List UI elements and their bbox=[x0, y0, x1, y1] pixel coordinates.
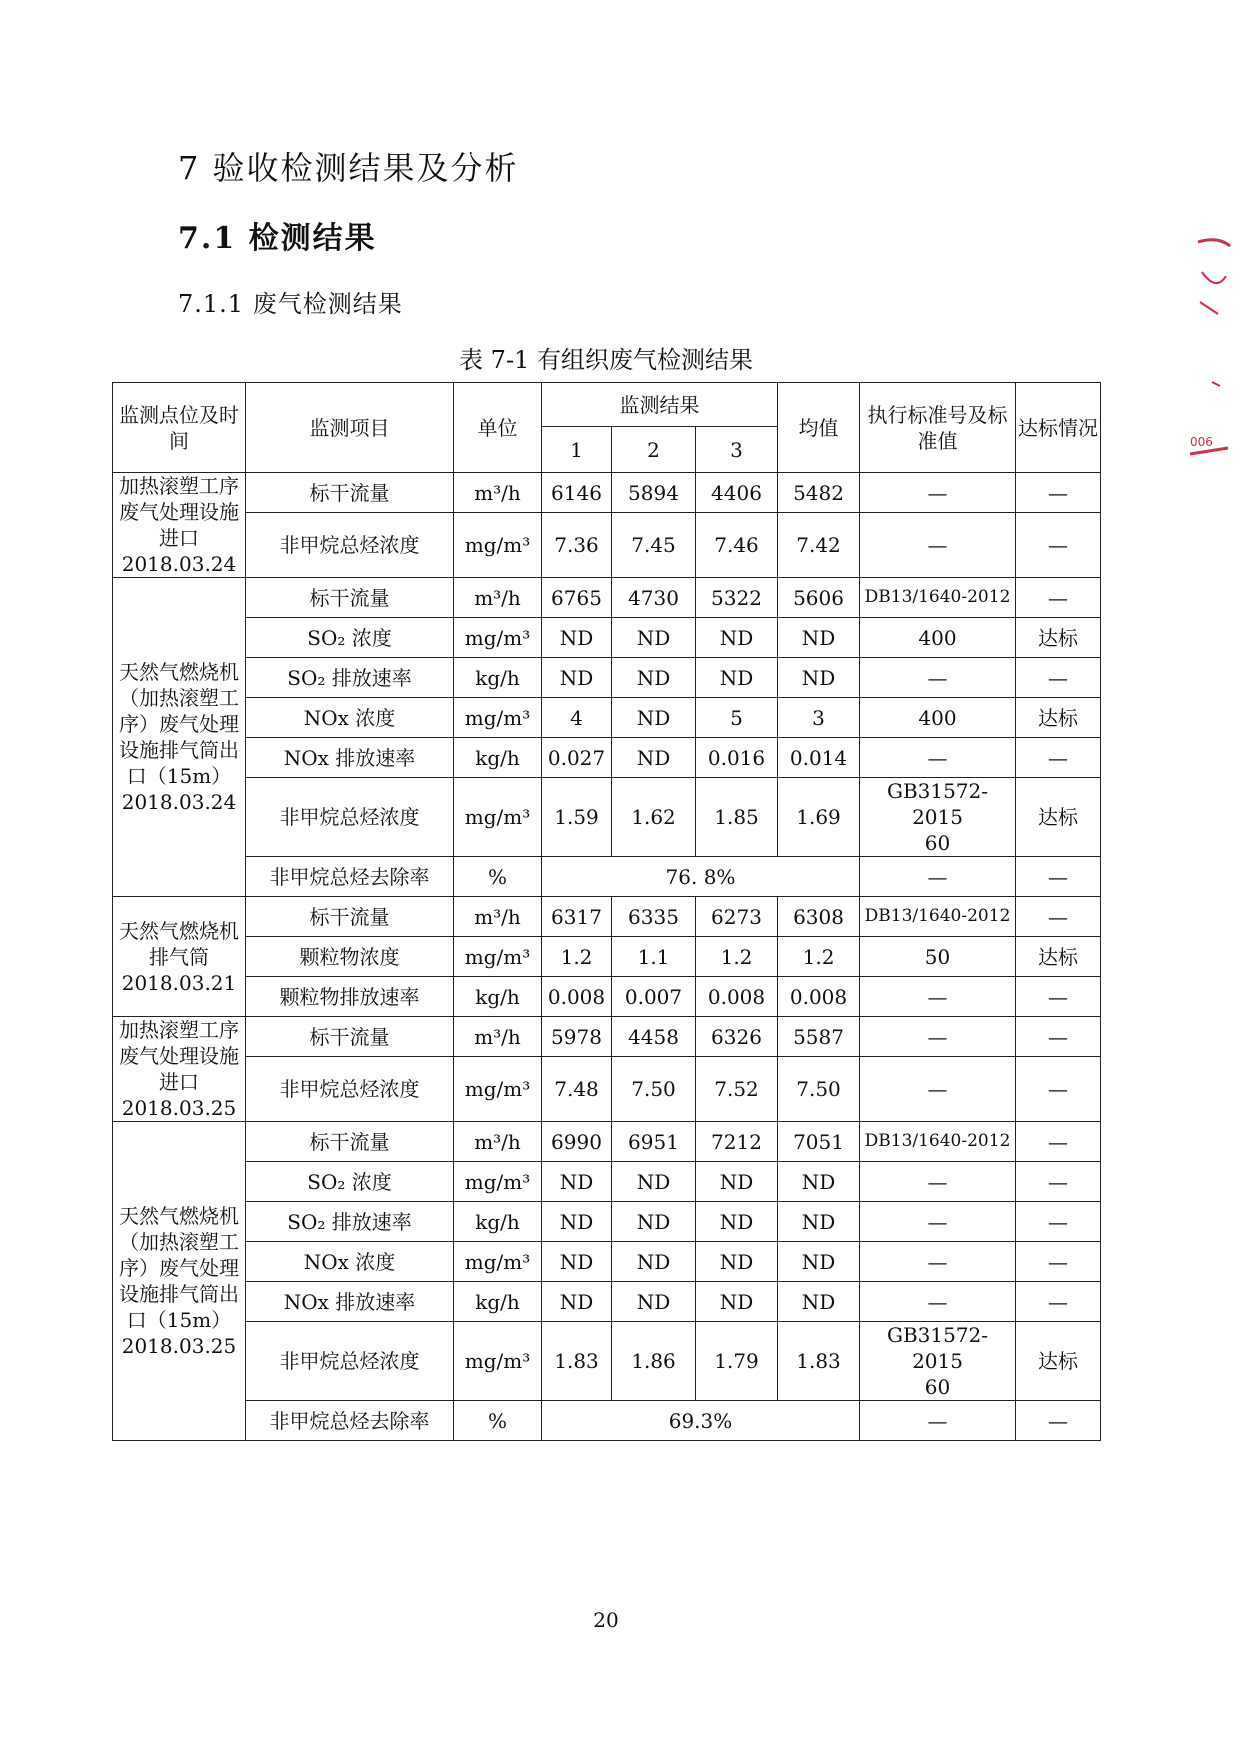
value-cell-2: ND bbox=[612, 618, 696, 658]
value-cell-2: ND bbox=[612, 1242, 696, 1282]
results-table bbox=[112, 382, 1101, 1441]
value-cell-3: ND bbox=[696, 1242, 778, 1282]
unit-cell: mg/m³ bbox=[454, 1322, 542, 1401]
item-cell: 非甲烷总烃去除率 bbox=[246, 1401, 454, 1441]
status-cell: — bbox=[1016, 977, 1101, 1017]
page-number: 20 bbox=[593, 1608, 619, 1632]
table-row bbox=[113, 618, 1101, 658]
value-cell-3: 5 bbox=[696, 698, 778, 738]
avg-cell: 1.69 bbox=[778, 778, 860, 857]
avg-cell: 7.42 bbox=[778, 513, 860, 578]
standard-cell: DB13/1640-2012 bbox=[860, 578, 1016, 618]
header-standard: 执行标准号及标准值 bbox=[860, 383, 1016, 473]
table-row bbox=[113, 1401, 1101, 1441]
standard-cell: — bbox=[860, 857, 1016, 897]
status-cell: — bbox=[1016, 1162, 1101, 1202]
value-cell-1: 4 bbox=[542, 698, 612, 738]
value-cell-2: 1.1 bbox=[612, 937, 696, 977]
item-cell: SO₂ 排放速率 bbox=[246, 658, 454, 698]
header-run-3: 3 bbox=[696, 427, 778, 473]
value-cell-3: 6326 bbox=[696, 1017, 778, 1057]
standard-cell: DB13/1640-2012 bbox=[860, 897, 1016, 937]
value-cell-3: 0.016 bbox=[696, 738, 778, 778]
section-heading: 7.1 检测结果 bbox=[178, 221, 377, 256]
value-cell-2: 4730 bbox=[612, 578, 696, 618]
header-status: 达标情况 bbox=[1016, 383, 1101, 473]
status-cell: — bbox=[1016, 1202, 1101, 1242]
header-avg: 均值 bbox=[778, 383, 860, 473]
item-cell: 标干流量 bbox=[246, 1122, 454, 1162]
value-cell-1: 6146 bbox=[542, 473, 612, 513]
status-cell: 达标 bbox=[1016, 778, 1101, 857]
table-row bbox=[113, 1322, 1101, 1401]
item-cell: NOx 排放速率 bbox=[246, 1282, 454, 1322]
avg-cell: 5606 bbox=[778, 578, 860, 618]
value-cell-2: ND bbox=[612, 738, 696, 778]
value-cell-2: ND bbox=[612, 1202, 696, 1242]
location-cell: 天然气燃烧机排气筒2018.03.21 bbox=[113, 897, 246, 1017]
avg-cell: ND bbox=[778, 618, 860, 658]
value-cell-1: 5978 bbox=[542, 1017, 612, 1057]
value-cell-1: 6990 bbox=[542, 1122, 612, 1162]
item-cell: SO₂ 浓度 bbox=[246, 618, 454, 658]
item-cell: 非甲烷总烃浓度 bbox=[246, 778, 454, 857]
status-cell: — bbox=[1016, 738, 1101, 778]
value-cell-1: 1.59 bbox=[542, 778, 612, 857]
unit-cell: mg/m³ bbox=[454, 778, 542, 857]
unit-cell: m³/h bbox=[454, 1122, 542, 1162]
item-cell: NOx 浓度 bbox=[246, 698, 454, 738]
standard-cell: — bbox=[860, 1057, 1016, 1122]
value-cell-2: 6335 bbox=[612, 897, 696, 937]
value-cell-2: 7.45 bbox=[612, 513, 696, 578]
value-cell-1: 6765 bbox=[542, 578, 612, 618]
item-cell: 标干流量 bbox=[246, 578, 454, 618]
item-cell: 标干流量 bbox=[246, 1017, 454, 1057]
value-cell-1: 1.2 bbox=[542, 937, 612, 977]
table-row bbox=[113, 1122, 1101, 1162]
svg-text:006: 006 bbox=[1190, 435, 1213, 449]
chapter-heading: 7 验收检测结果及分析 bbox=[178, 149, 519, 187]
value-cell-2: ND bbox=[612, 658, 696, 698]
avg-cell: 7.50 bbox=[778, 1057, 860, 1122]
header-results: 监测结果 bbox=[542, 383, 778, 427]
standard-cell: — bbox=[860, 473, 1016, 513]
table-row bbox=[113, 897, 1101, 937]
item-cell: 非甲烷总烃浓度 bbox=[246, 1322, 454, 1401]
value-cell-1: ND bbox=[542, 1242, 612, 1282]
header-unit: 单位 bbox=[454, 383, 542, 473]
results-table-body bbox=[113, 473, 1101, 1441]
unit-cell: m³/h bbox=[454, 1017, 542, 1057]
item-cell: SO₂ 排放速率 bbox=[246, 1202, 454, 1242]
avg-cell: 5482 bbox=[778, 473, 860, 513]
avg-cell: 1.2 bbox=[778, 937, 860, 977]
value-cell-3: 1.85 bbox=[696, 778, 778, 857]
value-cell-3: 7.52 bbox=[696, 1057, 778, 1122]
unit-cell: mg/m³ bbox=[454, 937, 542, 977]
avg-cell: ND bbox=[778, 1242, 860, 1282]
value-cell-2: 0.007 bbox=[612, 977, 696, 1017]
value-cell-3: ND bbox=[696, 618, 778, 658]
item-cell: 颗粒物浓度 bbox=[246, 937, 454, 977]
value-cell-1: 7.36 bbox=[542, 513, 612, 578]
table-row bbox=[113, 738, 1101, 778]
table-row bbox=[113, 857, 1101, 897]
unit-cell: kg/h bbox=[454, 738, 542, 778]
status-cell: — bbox=[1016, 1057, 1101, 1122]
item-cell: NOx 浓度 bbox=[246, 1242, 454, 1282]
status-cell: — bbox=[1016, 1017, 1101, 1057]
table-row bbox=[113, 1242, 1101, 1282]
status-cell: — bbox=[1016, 1401, 1101, 1441]
status-cell: 达标 bbox=[1016, 1322, 1101, 1401]
avg-cell: 0.008 bbox=[778, 977, 860, 1017]
status-cell: — bbox=[1016, 513, 1101, 578]
value-cell-3: 0.008 bbox=[696, 977, 778, 1017]
status-cell: — bbox=[1016, 897, 1101, 937]
value-cell-1: 0.008 bbox=[542, 977, 612, 1017]
standard-cell: — bbox=[860, 1282, 1016, 1322]
avg-cell: 0.014 bbox=[778, 738, 860, 778]
value-cell-2: 7.50 bbox=[612, 1057, 696, 1122]
table-row bbox=[113, 658, 1101, 698]
unit-cell: m³/h bbox=[454, 578, 542, 618]
merged-result-cell: 69.3% bbox=[542, 1401, 860, 1441]
table-row bbox=[113, 698, 1101, 738]
location-cell: 加热滚塑工序废气处理设施进口2018.03.24 bbox=[113, 473, 246, 578]
value-cell-1: ND bbox=[542, 1162, 612, 1202]
avg-cell: 6308 bbox=[778, 897, 860, 937]
item-cell: 标干流量 bbox=[246, 897, 454, 937]
value-cell-3: ND bbox=[696, 658, 778, 698]
value-cell-3: ND bbox=[696, 1282, 778, 1322]
table-row bbox=[113, 473, 1101, 513]
item-cell: SO₂ 浓度 bbox=[246, 1162, 454, 1202]
table-row bbox=[113, 1282, 1101, 1322]
value-cell-1: 7.48 bbox=[542, 1057, 612, 1122]
value-cell-1: 6317 bbox=[542, 897, 612, 937]
avg-cell: ND bbox=[778, 1162, 860, 1202]
unit-cell: kg/h bbox=[454, 1202, 542, 1242]
value-cell-3: 7.46 bbox=[696, 513, 778, 578]
standard-cell: — bbox=[860, 977, 1016, 1017]
unit-cell: kg/h bbox=[454, 1282, 542, 1322]
header-run-2: 2 bbox=[612, 427, 696, 473]
table-row bbox=[113, 578, 1101, 618]
status-cell: — bbox=[1016, 1122, 1101, 1162]
status-cell: — bbox=[1016, 578, 1101, 618]
value-cell-2: ND bbox=[612, 1162, 696, 1202]
value-cell-1: 0.027 bbox=[542, 738, 612, 778]
location-cell: 加热滚塑工序废气处理设施进口2018.03.25 bbox=[113, 1017, 246, 1122]
location-cell: 天然气燃烧机（加热滚塑工序）废气处理设施排气筒出口（15m）2018.03.25 bbox=[113, 1122, 246, 1441]
standard-cell: GB31572-2015 60 bbox=[860, 1322, 1016, 1401]
table-row bbox=[113, 778, 1101, 857]
standard-cell: 400 bbox=[860, 618, 1016, 658]
avg-cell: ND bbox=[778, 1202, 860, 1242]
header-item: 监测项目 bbox=[246, 383, 454, 473]
value-cell-3: ND bbox=[696, 1162, 778, 1202]
merged-result-cell: 76. 8% bbox=[542, 857, 860, 897]
value-cell-3: 5322 bbox=[696, 578, 778, 618]
header-run-1: 1 bbox=[542, 427, 612, 473]
status-cell: 达标 bbox=[1016, 698, 1101, 738]
value-cell-2: 6951 bbox=[612, 1122, 696, 1162]
unit-cell: mg/m³ bbox=[454, 1242, 542, 1282]
header-location: 监测点位及时间 bbox=[113, 383, 246, 473]
standard-cell: GB31572-2015 60 bbox=[860, 778, 1016, 857]
value-cell-2: 4458 bbox=[612, 1017, 696, 1057]
value-cell-3: 1.2 bbox=[696, 937, 778, 977]
unit-cell: % bbox=[454, 857, 542, 897]
unit-cell: m³/h bbox=[454, 897, 542, 937]
table-row bbox=[113, 937, 1101, 977]
unit-cell: mg/m³ bbox=[454, 1057, 542, 1122]
value-cell-2: 1.86 bbox=[612, 1322, 696, 1401]
standard-cell: — bbox=[860, 1202, 1016, 1242]
unit-cell: mg/m³ bbox=[454, 1162, 542, 1202]
standard-cell: — bbox=[860, 738, 1016, 778]
table-row bbox=[113, 1202, 1101, 1242]
value-cell-3: 6273 bbox=[696, 897, 778, 937]
status-cell: 达标 bbox=[1016, 937, 1101, 977]
standard-cell: DB13/1640-2012 bbox=[860, 1122, 1016, 1162]
unit-cell: % bbox=[454, 1401, 542, 1441]
avg-cell: 5587 bbox=[778, 1017, 860, 1057]
item-cell: 非甲烷总烃浓度 bbox=[246, 513, 454, 578]
status-cell: — bbox=[1016, 1282, 1101, 1322]
value-cell-2: 5894 bbox=[612, 473, 696, 513]
unit-cell: mg/m³ bbox=[454, 618, 542, 658]
item-cell: 非甲烷总烃浓度 bbox=[246, 1057, 454, 1122]
item-cell: 颗粒物排放速率 bbox=[246, 977, 454, 1017]
standard-cell: — bbox=[860, 1242, 1016, 1282]
standard-cell: — bbox=[860, 658, 1016, 698]
unit-cell: kg/h bbox=[454, 658, 542, 698]
avg-cell: 3 bbox=[778, 698, 860, 738]
status-cell: — bbox=[1016, 473, 1101, 513]
standard-cell: — bbox=[860, 1162, 1016, 1202]
avg-cell: 7051 bbox=[778, 1122, 860, 1162]
value-cell-2: ND bbox=[612, 698, 696, 738]
value-cell-2: 1.62 bbox=[612, 778, 696, 857]
location-cell: 天然气燃烧机（加热滚塑工序）废气处理设施排气筒出口（15m）2018.03.24 bbox=[113, 578, 246, 897]
status-cell: 达标 bbox=[1016, 618, 1101, 658]
unit-cell: m³/h bbox=[454, 473, 542, 513]
avg-cell: ND bbox=[778, 1282, 860, 1322]
value-cell-3: ND bbox=[696, 1202, 778, 1242]
standard-cell: — bbox=[860, 1401, 1016, 1441]
table-row bbox=[113, 1057, 1101, 1122]
value-cell-1: ND bbox=[542, 618, 612, 658]
table-row bbox=[113, 1017, 1101, 1057]
subsection-heading: 7.1.1 废气检测结果 bbox=[178, 290, 403, 318]
table-caption: 表 7-1 有组织废气检测结果 bbox=[459, 346, 753, 374]
unit-cell: mg/m³ bbox=[454, 513, 542, 578]
standard-cell: — bbox=[860, 1017, 1016, 1057]
value-cell-1: ND bbox=[542, 658, 612, 698]
item-cell: NOx 排放速率 bbox=[246, 738, 454, 778]
table-row bbox=[113, 977, 1101, 1017]
avg-cell: 1.83 bbox=[778, 1322, 860, 1401]
unit-cell: mg/m³ bbox=[454, 698, 542, 738]
table-row bbox=[113, 1162, 1101, 1202]
standard-cell: 400 bbox=[860, 698, 1016, 738]
avg-cell: ND bbox=[778, 658, 860, 698]
unit-cell: kg/h bbox=[454, 977, 542, 1017]
value-cell-3: 1.79 bbox=[696, 1322, 778, 1401]
standard-cell: 50 bbox=[860, 937, 1016, 977]
status-cell: — bbox=[1016, 857, 1101, 897]
value-cell-2: ND bbox=[612, 1282, 696, 1322]
table-row bbox=[113, 513, 1101, 578]
value-cell-1: ND bbox=[542, 1202, 612, 1242]
item-cell: 标干流量 bbox=[246, 473, 454, 513]
status-cell: — bbox=[1016, 658, 1101, 698]
value-cell-3: 4406 bbox=[696, 473, 778, 513]
value-cell-1: ND bbox=[542, 1282, 612, 1322]
status-cell: — bbox=[1016, 1242, 1101, 1282]
stamp-mark bbox=[1188, 232, 1232, 492]
standard-cell: — bbox=[860, 513, 1016, 578]
value-cell-3: 7212 bbox=[696, 1122, 778, 1162]
item-cell: 非甲烷总烃去除率 bbox=[246, 857, 454, 897]
value-cell-1: 1.83 bbox=[542, 1322, 612, 1401]
